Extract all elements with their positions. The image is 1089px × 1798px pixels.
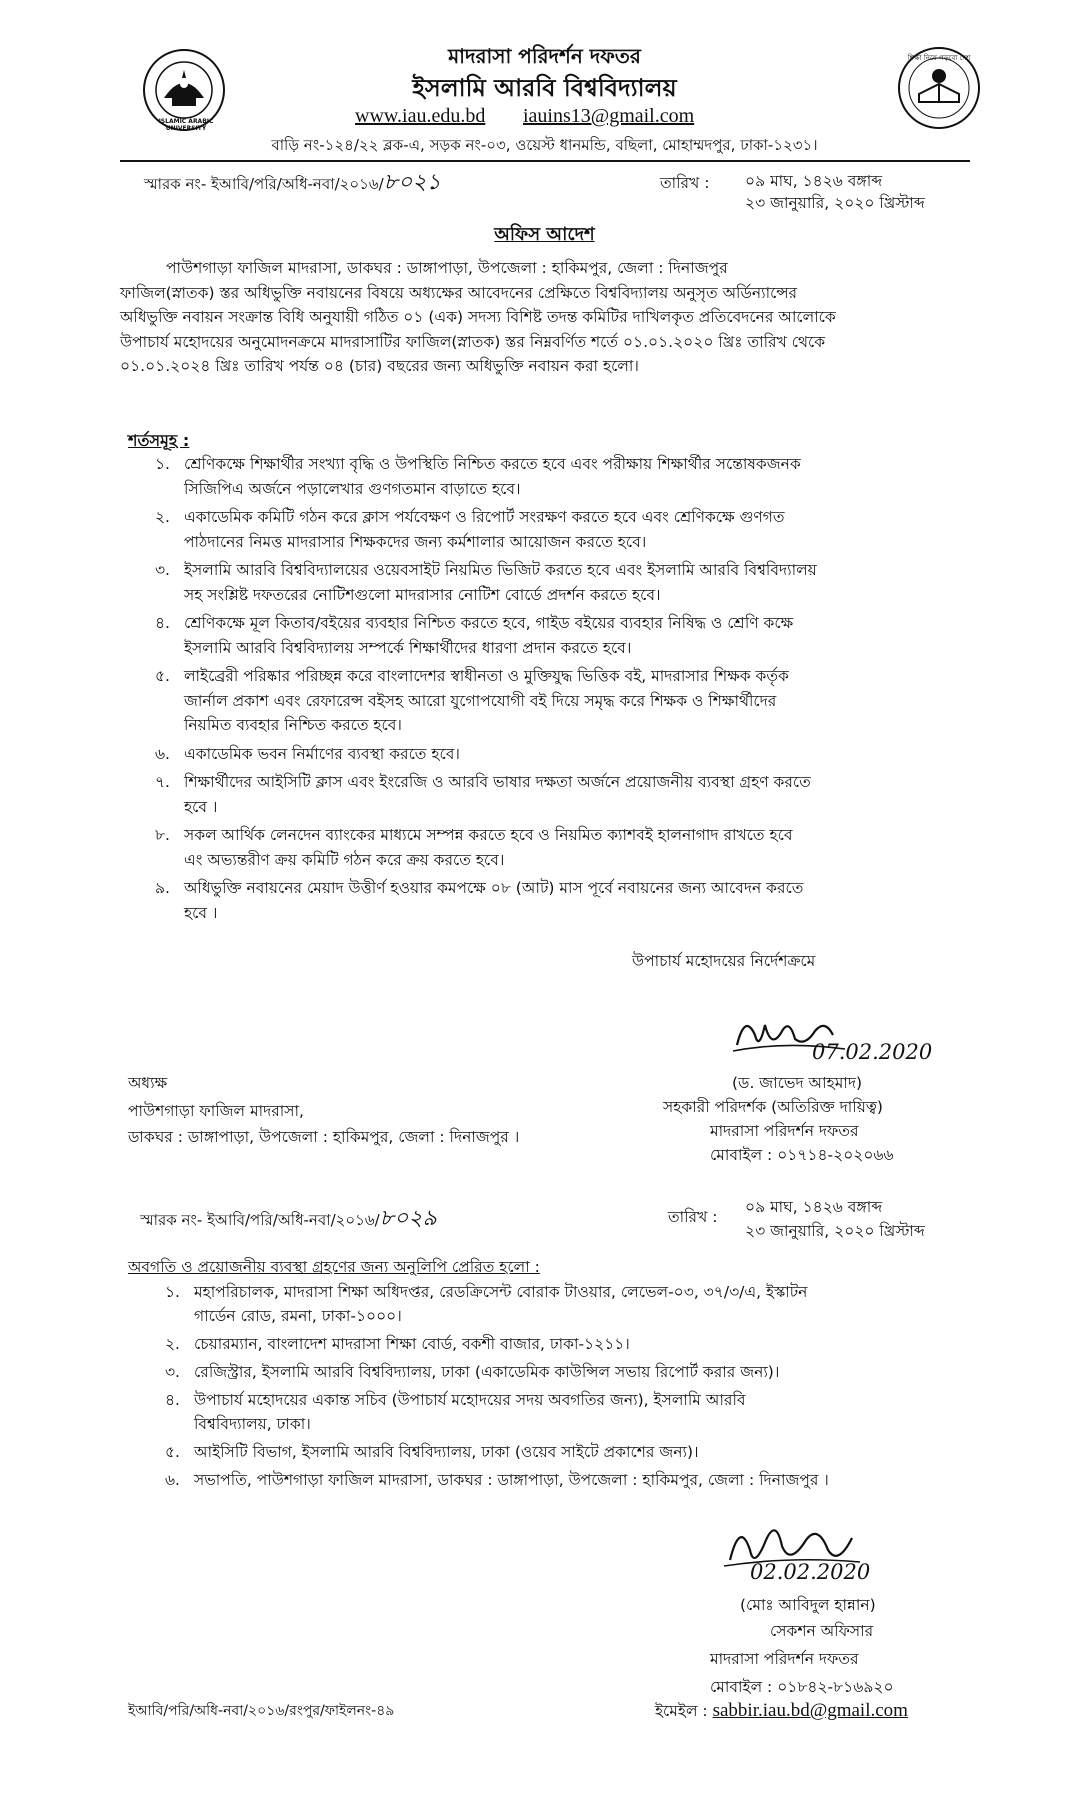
header-email-link[interactable]: iauins13@gmail.com: [523, 105, 695, 127]
office-order-line: অধিভুক্তি নবায়ন সংক্রান্ত বিধি অনুযায়ী গঠিত ০১ (এক) সদস্য বিশিষ্ট তদন্ত কমিটির দাখিলকৃত প্রতিবেদনের আলোকে: [120, 308, 836, 326]
condition-item: [140, 505, 980, 554]
condition-number: ২.: [154, 508, 170, 526]
left-logo-text: ISLAMIC ARABIC UNIVERSITY: [158, 118, 214, 132]
copy-text: মহাপরিচালক, মাদরাসা শিক্ষা অধিদপ্তর, রেডক্রিসেন্ট বোরাক টাওয়ার, লেভেল-০৩, ৩৭/৩/এ, ইস্কাটন: [194, 1283, 808, 1301]
copy-text: বিশ্ববিদ্যালয়, ঢাকা।: [194, 1415, 311, 1433]
right-logo-text: শিক্ষা নিয়ে গড়বো দেশ: [907, 54, 971, 62]
condition-text: পাঠদানের নিমত্ত মাদরাসার শিক্ষকদের জন্য কর্মশালার আয়োজন করতে হবে।: [184, 532, 647, 551]
condition-number: ১.: [155, 455, 170, 473]
memo-number-2-handwritten: ৮০২৯: [379, 1206, 437, 1231]
signatory-2-email-row: [655, 1700, 908, 1722]
condition-item: [140, 823, 980, 872]
office-address: বাড়ি নং-১২৪/২২ ব্লক-এ, সড়ক নং-০৩, ওয়েস্ট ধানমন্ডি, বছিলা, মোহাম্মদপুর, ঢাকা-১২৩১।: [271, 136, 818, 154]
memo-number-1-handwritten: ৮০২১: [383, 170, 441, 195]
memo-2-date-bn: ০৯ মাঘ, ১৪২৬ বঙ্গাব্দ: [745, 1198, 883, 1216]
memo-1-date-en: ২৩ জানুয়ারি, ২০২০ খ্রিস্টাব্দ: [745, 194, 925, 212]
copy-number: ৫.: [165, 1443, 180, 1461]
signature-1-date: 07.02.2020: [812, 1040, 933, 1064]
copies-title: অবগতি ও প্রয়োজনীয় ব্যবস্থা গ্রহণের জন্য অনুলিপি প্রেরিত হলো :: [128, 1258, 540, 1276]
recipient-institution: পাউশগাড়া ফাজিল মাদরাসা,: [128, 1102, 304, 1120]
memo-2-date-label: তারিখ :: [668, 1208, 718, 1226]
condition-number: ৭.: [154, 773, 170, 791]
signatory-1-mobile: মোবাইল : ০১৭১৪-২০২০৬৬: [710, 1146, 894, 1164]
condition-item: [140, 611, 980, 660]
office-order-line: উপাচার্য মহোদয়ের অনুমোদনক্রমে মাদরাসাটির ফাজিল(স্নাতক) স্তর নিম্নবর্ণিত শর্তে ০১.০১.২০২০ খ্রিঃ তারিখ থেকে: [120, 332, 826, 351]
condition-number: ৯.: [155, 879, 170, 897]
condition-text: সহ সংশ্লিষ্ট দফতরের নোটিশগুলো মাদরাসার নোটিশ বোর্ডে প্রদর্শন করতে হবে।: [184, 585, 661, 604]
condition-text: হবে ।: [184, 903, 218, 922]
condition-number: ৩.: [154, 561, 170, 579]
condition-item: [140, 558, 980, 607]
recipient-address: ডাকঘর : ডাঙ্গাপাড়া, উপজেলা : হাকিমপুর, জেলা : দিনাজপুর ।: [128, 1128, 520, 1146]
university-name: ইসলামি আরবি বিশ্ববিদ্যালয়: [412, 74, 677, 102]
signatory-1-designation: সহকারী পরিদর্শক (অতিরিক্ত দায়িত্ব): [663, 1098, 883, 1116]
office-order-line: ফাজিল(স্নাতক) স্তর অধিভুক্তি নবায়নের বিষয়ে অধ্যক্ষের আবেদনের প্রেক্ষিতে বিশ্ববিদ্যালয় অনুসৃত অর্ডিন্যান্সের: [120, 283, 798, 302]
copy-item: [150, 1332, 980, 1356]
condition-text: একাডেমিক ভবন নির্মাণের ব্যবস্থা করতে হবে।: [184, 744, 460, 763]
condition-item: [140, 452, 980, 501]
copy-item: [150, 1280, 980, 1328]
signatory-1-name: (ড. জাভেদ আহমাদ): [732, 1074, 863, 1092]
memo-number-1: [144, 172, 441, 195]
header-divider: [120, 160, 970, 162]
condition-text: ইসলামি আরবি বিশ্ববিদ্যালয়ের ওয়েবসাইট নিয়মিত ভিজিট করতে হবে এবং ইসলামি আরবি বিশ্ববিদ্যালয়: [184, 561, 817, 579]
condition-text: জার্নাল প্রকাশ এবং রেফারেন্স বইসহ আরো যুগোপযোগী বই দিয়ে সমৃদ্ধ করে শিক্ষক ও শিক্ষার্থীদের: [184, 691, 777, 710]
signatory-1-office: মাদরাসা পরিদর্শন দফতর: [710, 1122, 859, 1140]
signatory-2-mobile: মোবাইল : ০১৮৪২-৮১৬৯২০: [710, 1678, 894, 1696]
copy-item: [150, 1360, 980, 1384]
condition-number: ৬.: [154, 744, 170, 763]
condition-item: [140, 876, 980, 925]
memo-1-date-bn: ০৯ মাঘ, ১৪২৬ বঙ্গাব্দ: [745, 172, 883, 190]
recipient-title: অধ্যক্ষ: [128, 1074, 168, 1092]
condition-item: [140, 770, 980, 819]
condition-text: সিজিপিএ অর্জনে পড়ালেখার গুণগতমান বাড়াতে হবে।: [184, 479, 521, 498]
conditions-title: শর্তসমূহ :: [128, 431, 190, 450]
copy-item: [150, 1388, 980, 1436]
copy-text: উপাচার্য মহোদয়ের একান্ত সচিব (উপাচার্য মহোদয়ের সদয় অবগতির জন্য), ইসলামি আরবি: [194, 1391, 746, 1409]
condition-text: শ্রেণিকক্ষে শিক্ষার্থীর সংখ্যা বৃদ্ধি ও উপস্থিতি নিশ্চিত করতে হবে এবং পরীক্ষায় শিক্ষার্থীর সন্তোষকজনক: [184, 455, 801, 473]
copy-text: সভাপতি, পাউশগাড়া ফাজিল মাদরাসা, ডাকঘর : ডাঙ্গাপাড়া, উপজেলা : হাকিমপুর, জেলা : দিনাজপুর ।: [194, 1471, 829, 1489]
condition-text: শিক্ষার্থীদের আইসিটি ক্লাস এবং ইংরেজি ও আরবি ভাষার দক্ষতা অর্জনে প্রয়োজনীয় ব্যবস্থা গ্রহণ করতে: [184, 773, 811, 791]
condition-text: হবে ।: [184, 797, 218, 816]
copy-item: [150, 1440, 980, 1464]
office-order-line: ০১.০১.২০২৪ খ্রিঃ তারিখ পর্যন্ত ০৪ (চার) বছরের জন্য অধিভুক্তি নবায়ন করা হলো।: [120, 357, 639, 375]
signatory-2-email-link[interactable]: sabbir.iau.bd@gmail.com: [712, 1700, 908, 1721]
memo-2-date-en: ২৩ জানুয়ারি, ২০২০ খ্রিস্টাব্দ: [745, 1222, 925, 1240]
condition-text: অধিভুক্তি নবায়নের মেয়াদ উত্তীর্ণ হওয়ার কমপক্ষে ০৮ (আট) মাস পূর্বে নবায়নের জন্য আবেদন করতে: [184, 879, 804, 897]
copy-item: [150, 1468, 980, 1492]
copy-number: ৬.: [164, 1471, 180, 1489]
copy-text: রেজিস্ট্রার, ইসলামি আরবি বিশ্ববিদ্যালয়, ঢাকা (একাডেমিক কাউন্সিল সভায় রিপোর্ট করার জন্য)।: [194, 1363, 780, 1381]
directive-line: উপাচার্য মহোদয়ের নির্দেশক্রমে: [632, 952, 816, 970]
condition-text: লাইব্রেরী পরিষ্কার পরিচ্ছন্ন করে বাংলাদেশর স্বাধীনতা ও মুক্তিযুদ্ধ ভিত্তিক বই, মাদরাসার শিক্ষক কর্তৃক: [184, 667, 789, 685]
memo-1-date-label: তারিখ :: [660, 174, 710, 192]
copy-number: ৪.: [165, 1391, 180, 1409]
condition-text: এং অভ্যন্তরীণ ক্রয় কমিটি গঠন করে ক্রয় করতে হবে।: [184, 850, 505, 869]
signatory-2-name: (মোঃ আবিদুল হান্নান): [740, 1596, 876, 1614]
memo-number-2-label: স্মারক নং- ইআবি/পরি/অধি-নবা/২০১৬/: [140, 1211, 380, 1229]
file-reference: ইআবি/পরি/অধি-নবা/২০১৬/রংপুর/ফাইলনং-৪৯: [128, 1703, 395, 1719]
condition-text: নিয়মিত ব্যবহার নিশ্চিত করতে হবে।: [184, 716, 402, 734]
signatory-2-designation: সেকশন অফিসার: [770, 1622, 874, 1640]
condition-number: ৮.: [155, 826, 170, 844]
signatory-2-office: মাদরাসা পরিদর্শন দফতর: [710, 1650, 859, 1668]
condition-item: [140, 664, 980, 738]
condition-item: [140, 742, 980, 767]
office-name: মাদরাসা পরিদর্শন দফতর: [448, 44, 641, 68]
condition-text: একাডেমিক কমিটি গঠন করে ক্লাস পর্যবেক্ষণ ও রিপোর্ট সংরক্ষণ করতে হবে এবং শ্রেণিকক্ষে গুণগত: [184, 508, 785, 526]
memo-number-2: [140, 1208, 437, 1231]
condition-text: ইসলামি আরবি বিশ্ববিদ্যালয় সম্পর্কে শিক্ষার্থীদের ধারণা প্রদান করতে হবে।: [184, 638, 632, 657]
copy-number: ২.: [164, 1335, 180, 1353]
copy-number: ১.: [165, 1283, 180, 1301]
condition-number: ৫.: [155, 667, 170, 685]
office-order-title: অফিস আদেশ: [494, 224, 595, 245]
signature-2-date: 02.02.2020: [750, 1560, 871, 1584]
copies-list: [150, 1280, 980, 1492]
conditions-list: [140, 452, 980, 925]
website-link[interactable]: www.iau.edu.bd: [355, 105, 486, 127]
memo-number-1-label: স্মারক নং- ইআবি/পরি/অধি-নবা/২০১৬/: [144, 175, 384, 193]
office-order-line: পাউশগাড়া ফাজিল মাদরাসা, ডাকঘর : ডাঙ্গাপাড়া, উপজেলা : হাকিমপুর, জেলা : দিনাজপুর: [166, 259, 728, 277]
condition-number: ৪.: [155, 614, 170, 632]
office-order-body: [120, 256, 980, 379]
copy-text: আইসিটি বিভাগ, ইসলামি আরবি বিশ্ববিদ্যালয়, ঢাকা (ওয়েব সাইটে প্রকাশের জন্য)।: [194, 1443, 699, 1461]
condition-text: সকল আর্থিক লেনদেন ব্যাংকের মাধ্যমে সম্পন্ন করতে হবে ও নিয়মিত ক্যাশবই হালনাগাদ রাখতে হবে: [184, 826, 793, 844]
email-label: ইমেইল :: [655, 1702, 708, 1720]
copy-number: ৩.: [164, 1363, 180, 1381]
copy-text: গার্ডেন রোড, রমনা, ঢাকা-১০০০।: [194, 1307, 402, 1325]
copy-text: চেয়ারম্যান, বাংলাদেশ মাদরাসা শিক্ষা বোর্ড, বকশী বাজার, ঢাকা-১২১১।: [194, 1335, 630, 1353]
condition-text: শ্রেণিকক্ষে মূল কিতাব/বইয়ের ব্যবহার নিশ্চিত করতে হবে, গাইড বইয়ের ব্যবহার নিষিদ্ধ ও শ্রেণি কক্ষে: [184, 614, 794, 632]
